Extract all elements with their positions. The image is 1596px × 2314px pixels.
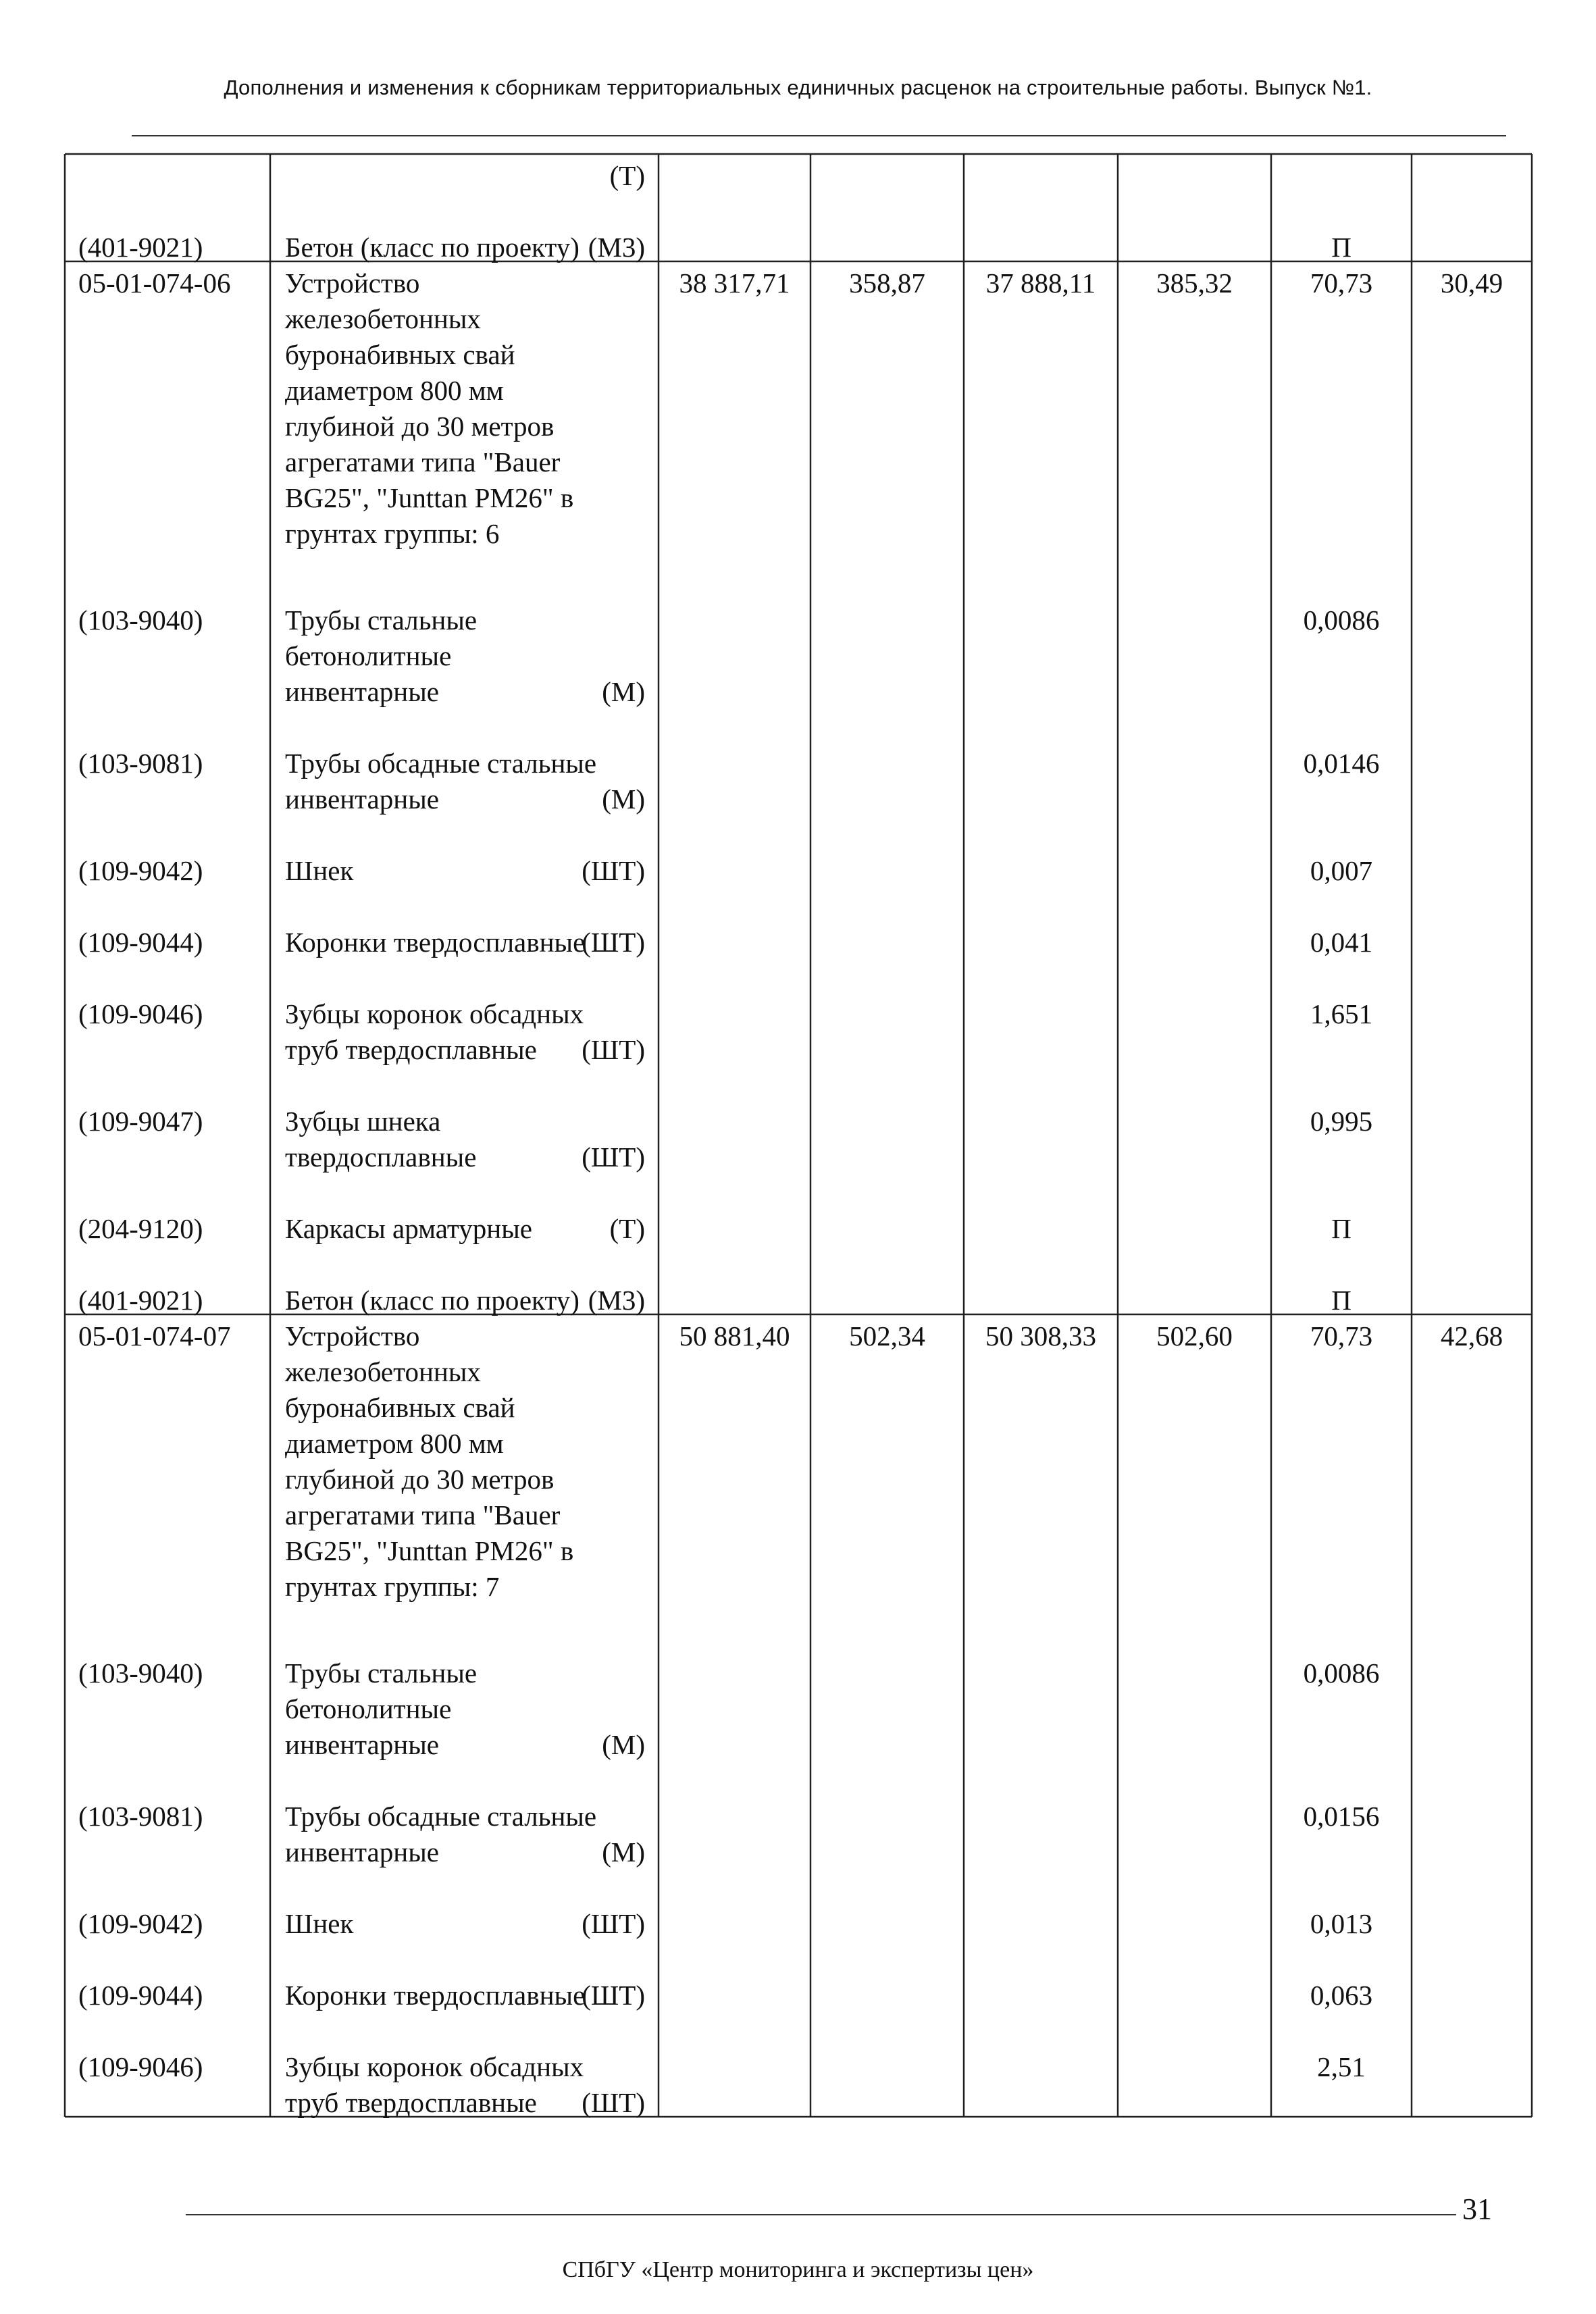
resource-unit: (ШТ) xyxy=(582,855,645,886)
resource-code: (401-9021) xyxy=(78,1285,203,1316)
rate-name-line: агрегатами типа "Bauer xyxy=(285,446,561,478)
footer-rule xyxy=(186,2214,1456,2215)
resource-name-line: инвентарные xyxy=(285,783,439,815)
running-header: Дополнения и изменения к сборникам территориальных единичных расценок на строительные работы. Выпуск №1. xyxy=(224,76,1372,99)
resource-code: (103-9040) xyxy=(78,1657,203,1689)
resource-name-line: инвентарные xyxy=(285,1729,439,1760)
resource-unit: (М) xyxy=(602,676,645,707)
resource-name-line: Коронки твердосплавные xyxy=(285,1980,586,2011)
rate-name-line: глубиной до 30 метров xyxy=(285,1464,555,1495)
resource-norm-value: 1,651 xyxy=(1310,998,1373,1029)
resource-norm-value: 0,041 xyxy=(1310,927,1373,958)
resource-unit: (М) xyxy=(602,783,645,815)
rate-value: 30,49 xyxy=(1440,267,1503,299)
resource-code: (109-9042) xyxy=(78,855,203,886)
resource-code: (103-9081) xyxy=(78,748,203,779)
rate-code: 05-01-074-07 xyxy=(78,1320,231,1352)
rate-value: 502,60 xyxy=(1156,1320,1233,1352)
rate-name-line: железобетонных xyxy=(285,303,481,334)
resource-name-line: твердосплавные xyxy=(285,1141,477,1173)
resource-name-line: Бетон (класс по проекту) xyxy=(285,1285,580,1316)
resource-norm-value: 0,0086 xyxy=(1303,605,1380,636)
rate-value: 358,87 xyxy=(849,267,925,299)
resource-name-line: Зубцы коронок обсадных xyxy=(285,998,584,1029)
resource-unit: (ШТ) xyxy=(582,2087,645,2118)
rate-name-line: глубиной до 30 метров xyxy=(285,411,555,442)
rate-value: 70,73 xyxy=(1310,267,1373,299)
resource-unit: (ШТ) xyxy=(582,1141,645,1173)
rate-name-line: Устройство xyxy=(285,1320,420,1352)
resource-name-line: бетонолитные xyxy=(285,1693,452,1724)
resource-name-line: Трубы стальные xyxy=(285,605,478,636)
resource-code: (401-9021) xyxy=(78,232,203,263)
resource-name-line: Бетон (класс по проекту) xyxy=(285,232,580,263)
resource-name-line: Зубцы коронок обсадных xyxy=(285,2051,584,2082)
resource-name-line: бетонолитные xyxy=(285,640,452,671)
resource-code: (109-9047) xyxy=(78,1106,203,1137)
resource-name-line: инвентарные xyxy=(285,676,439,707)
resource-norm-value: П xyxy=(1331,1213,1352,1244)
resource-name-line: Каркасы арматурные xyxy=(285,1213,532,1244)
resource-code: (109-9044) xyxy=(78,927,203,958)
resource-name-line: труб твердосплавные xyxy=(285,2087,537,2118)
rate-value: 38 317,71 xyxy=(679,267,790,299)
resource-norm-value: 0,0086 xyxy=(1303,1657,1380,1689)
resource-unit: (Т) xyxy=(609,160,645,191)
rate-name-line: железобетонных xyxy=(285,1356,481,1387)
resource-code: (109-9046) xyxy=(78,2051,203,2082)
resource-norm-value: 0,063 xyxy=(1310,1980,1373,2011)
resource-unit: (ШТ) xyxy=(582,1980,645,2011)
resource-code: (103-9040) xyxy=(78,605,203,636)
rate-value: 37 888,11 xyxy=(985,267,1096,299)
rate-value: 50 308,33 xyxy=(985,1320,1096,1352)
page-number: 31 xyxy=(1462,2192,1492,2226)
resource-unit: (ШТ) xyxy=(582,927,645,958)
resource-unit: (ШТ) xyxy=(582,1034,645,1065)
resource-norm-value: 0,0156 xyxy=(1303,1801,1380,1832)
resource-code: (204-9120) xyxy=(78,1213,203,1244)
resource-code: (109-9042) xyxy=(78,1908,203,1939)
rate-value: 50 881,40 xyxy=(679,1320,790,1352)
resource-name-line: Шнек xyxy=(285,1908,354,1939)
rate-value: 385,32 xyxy=(1156,267,1233,299)
resource-name-line: Шнек xyxy=(285,855,354,886)
resource-name-line: труб твердосплавные xyxy=(285,1034,537,1065)
resource-code: (109-9046) xyxy=(78,998,203,1029)
rate-name-line: Устройство xyxy=(285,267,420,299)
footer-organization: СПбГУ «Центр мониторинга и экспертизы цен» xyxy=(562,2257,1034,2282)
rate-name-line: BG25", "Junttan PM26" в xyxy=(285,482,574,513)
resource-name-line: Коронки твердосплавные xyxy=(285,927,586,958)
rate-value: 502,34 xyxy=(849,1320,925,1352)
resource-norm-value: 0,995 xyxy=(1310,1106,1373,1137)
resource-unit: (Т) xyxy=(609,1213,645,1244)
resource-norm-value: 0,0146 xyxy=(1303,748,1380,779)
resource-name-line: Трубы обсадные стальные xyxy=(285,748,597,779)
rate-name-line: грунтах группы: 6 xyxy=(285,518,500,549)
resource-code: (103-9081) xyxy=(78,1801,203,1832)
resource-norm-value: 0,013 xyxy=(1310,1908,1373,1939)
rate-name-line: агрегатами типа "Bauer xyxy=(285,1499,561,1531)
resource-name-line: Зубцы шнека xyxy=(285,1106,441,1137)
resource-name-line: Трубы стальные xyxy=(285,1657,478,1689)
resource-unit: (М3) xyxy=(588,1285,645,1316)
resource-norm-value: П xyxy=(1331,1285,1352,1316)
rate-name-line: BG25", "Junttan PM26" в xyxy=(285,1535,574,1566)
rate-name-line: грунтах группы: 7 xyxy=(285,1571,500,1602)
rate-name-line: диаметром 800 мм xyxy=(285,1428,504,1459)
rate-value: 70,73 xyxy=(1310,1320,1373,1352)
resource-norm-value: 0,007 xyxy=(1310,855,1373,886)
resource-norm-value: 2,51 xyxy=(1317,2051,1366,2082)
resource-unit: (М) xyxy=(602,1729,645,1760)
resource-name-line: инвентарные xyxy=(285,1836,439,1868)
resource-unit: (М3) xyxy=(588,232,645,263)
rate-name-line: буронабивных свай xyxy=(285,339,515,370)
resource-unit: (ШТ) xyxy=(582,1908,645,1939)
resource-unit: (М) xyxy=(602,1836,645,1868)
rate-code: 05-01-074-06 xyxy=(78,267,231,299)
rate-name-line: буронабивных свай xyxy=(285,1392,515,1423)
rate-value: 42,68 xyxy=(1440,1320,1503,1352)
resource-code: (109-9044) xyxy=(78,1980,203,2011)
resource-norm-value: П xyxy=(1331,232,1352,263)
rate-name-line: диаметром 800 мм xyxy=(285,375,504,406)
resource-name-line: Трубы обсадные стальные xyxy=(285,1801,597,1832)
